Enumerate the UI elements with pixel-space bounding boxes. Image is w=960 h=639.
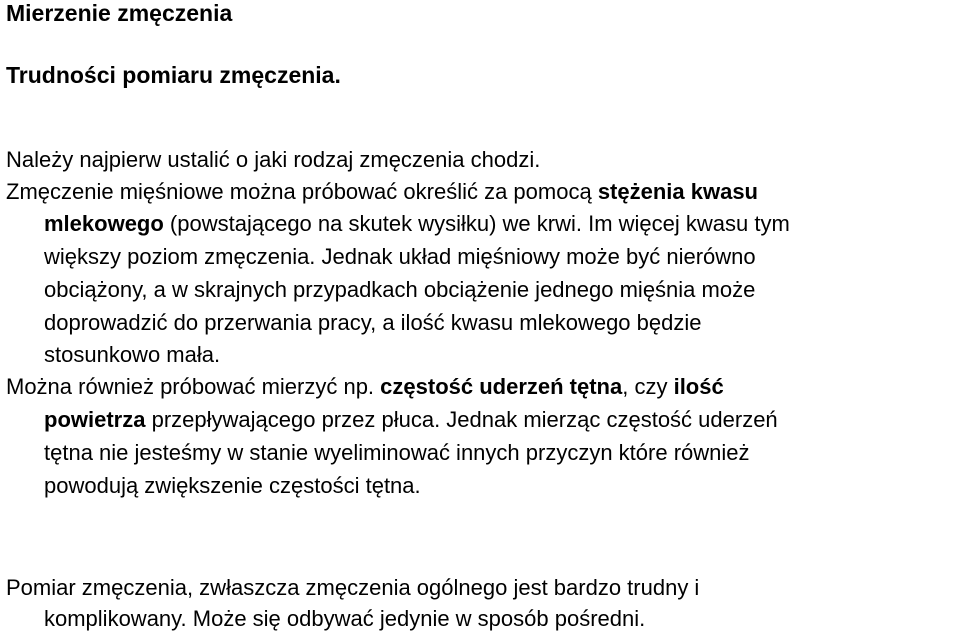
paragraph-1-line-2: Zmęczenie mięśniowe można próbować określić za pomocą stężenia kwasu (6, 179, 758, 204)
highlight-lactic-acid: stężenia kwasu (597, 179, 758, 204)
paragraph-3-line-2: komplikowany. Może się odbywać jedynie w sposób pośredni. (44, 606, 646, 631)
paragraph-1-line-5: obciążony, a w skrajnych przypadkach obciążenie jednego mięśnia może (44, 277, 756, 302)
paragraph-2-line-2: powietrza przepływającego przez płuca. Jednak mierząc częstość uderzeń (44, 407, 778, 432)
paragraph-1-line-7: stosunkowo mała. (44, 342, 221, 367)
paragraph-3-line-1: Pomiar zmęczenia, zwłaszcza zmęczenia ogólnego jest bardzo trudny i (6, 575, 700, 600)
paragraph-1-line-1: Należy najpierw ustalić o jaki rodzaj zmęczenia chodzi. (6, 147, 541, 172)
paragraph-2-line-3: tętna nie jesteśmy w stanie wyeliminować innych przyczyn które również (44, 440, 750, 465)
paragraph-1-line-4: większy poziom zmęczenia. Jednak układ mięśniowy może być nierówno (44, 244, 756, 269)
highlight-air-volume: ilość (673, 374, 724, 399)
highlight-heart-rate: częstość uderzeń tętna (380, 374, 623, 399)
paragraph-1-line-3: mlekowego (powstającego na skutek wysiłku) we krwi. Im więcej kwasu tym (44, 211, 790, 236)
highlight-lactic-acid-cont: mlekowego (44, 211, 164, 236)
paragraph-2-line-4: powodują zwiększenie częstości tętna. (44, 473, 421, 498)
page-title: Mierzenie zmęczenia (6, 0, 233, 26)
paragraph-1-line-6: doprowadzić do przerwania pracy, a ilość kwasu mlekowego będzie (44, 310, 702, 335)
section-subtitle: Trudności pomiaru zmęczenia. (6, 62, 341, 88)
highlight-air-volume-cont: powietrza (44, 407, 146, 432)
paragraph-2-line-1: Można również próbować mierzyć np. częstość uderzeń tętna, czy ilość (6, 374, 724, 399)
